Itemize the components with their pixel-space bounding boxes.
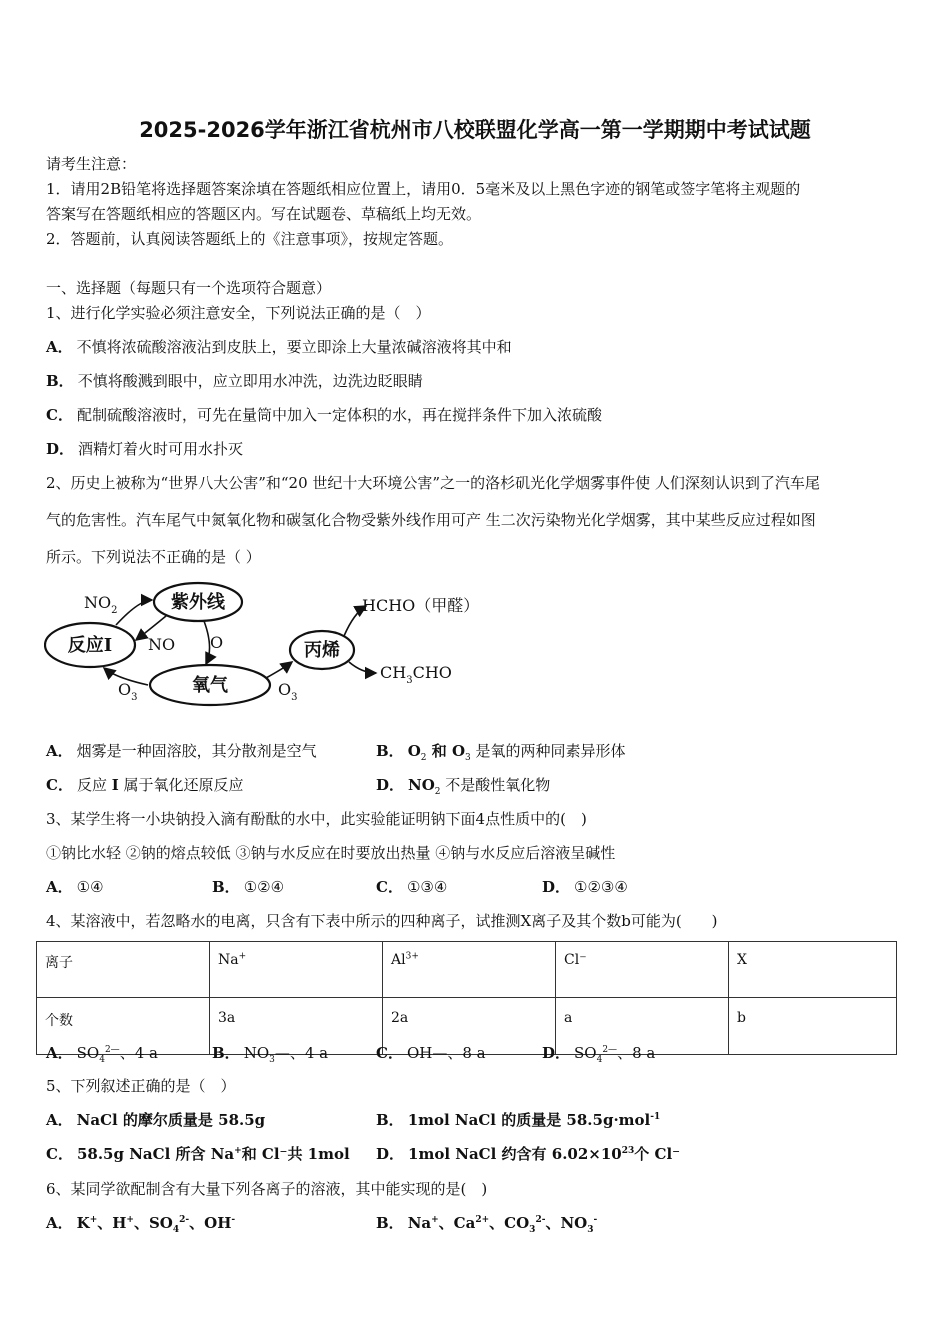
arrow-ch3cho	[349, 662, 376, 673]
table-cell: b	[729, 998, 897, 1055]
option-text: 酒精灯着火时可用水扑灭	[78, 440, 244, 458]
arrow-o	[204, 621, 210, 664]
no2-label: $NO_2$	[84, 593, 118, 616]
no-label: NO	[148, 635, 176, 654]
section-heading: 一、选择题（每题只有一个选项符合题意）	[46, 279, 332, 297]
q3-option-d: D． ①②③④	[542, 878, 628, 896]
o3-label-left: $O_3$	[118, 680, 138, 703]
option-label: A．	[46, 742, 73, 760]
q4-option-c: C． OH—、8 a	[376, 1044, 486, 1062]
q4-stem: 4、某溶液中，若忽略水的电离，只含有下表中所示的四种离子，试推测X离子及其个数b可能为( )	[46, 912, 718, 930]
q1-stem: 1、进行化学实验必须注意安全，下列说法正确的是（ ）	[46, 304, 431, 322]
table-cell: Cl⁻	[556, 942, 729, 998]
q6-option-a: A． K+、H+、$SO_4^{2-}$、OH-	[46, 1214, 236, 1235]
q2-option-d: D． $NO_2$ 不是酸性氧化物	[376, 776, 551, 797]
q2-option-a	[46, 740, 317, 761]
option-text: 烟雾是一种固溶胶，其分散剂是空气	[76, 742, 317, 760]
table-row	[37, 942, 897, 998]
q2-stem-line-1: 2、历史上被称为“世界八大公害”和“20 世纪十大环境公害”之一的洛杉矶光化学烟雾事件使 人们深刻认识到了汽车尾	[46, 474, 820, 492]
q3-option-a: A． ①④	[46, 878, 104, 896]
option-label: B．	[46, 372, 74, 390]
q1-option-b	[46, 370, 423, 391]
q3-option-b: B． ①②④	[212, 878, 285, 896]
ion-table	[36, 941, 897, 1055]
notice-item-1-line-1: 1．请用2B铅笔将选择题答案涂填在答题纸相应位置上，请用0．5毫米及以上黑色字迹的钢笔或签字笔将主观题的	[46, 180, 801, 198]
table-cell: a	[556, 998, 729, 1055]
uv-label: 紫外线	[171, 592, 225, 613]
q4-option-a: A． $SO_4^{2—}$、4 a	[46, 1044, 158, 1065]
hcho-label: HCHO（甲醛）	[362, 596, 480, 615]
propene-label: 丙烯	[304, 640, 340, 661]
q3-stem: 3、某学生将一小块钠投入滴有酚酞的水中，此实验能证明钠下面4点性质中的( )	[46, 810, 587, 828]
smog-reaction-diagram	[44, 578, 504, 710]
q1-option-a	[46, 336, 512, 357]
option-text: 不慎将浓硫酸溶液沾到皮肤上，要立即涂上大量浓碱溶液将其中和	[76, 338, 512, 356]
option-label: D．	[46, 440, 75, 458]
q1-option-c	[46, 404, 602, 425]
option-label: D．	[376, 776, 405, 794]
table-cell: X	[729, 942, 897, 998]
table-cell: 3a	[210, 998, 383, 1055]
q5-stem: 5、下列叙述正确的是（ ）	[46, 1077, 236, 1095]
notice-item-2: 2．答题前，认真阅读答题纸上的《注意事项》，按规定答题。	[46, 230, 454, 248]
table-cell: 离子	[37, 942, 210, 998]
q5-option-a: A． NaCl 的摩尔质量是 58.5g	[46, 1111, 266, 1129]
q4-option-b: B． $NO_3—$、4 a	[212, 1044, 329, 1065]
q2-stem-line-3: 所示。下列说法不正确的是（ ）	[46, 548, 261, 566]
q4-option-d: D． $SO_4^{2—}$、8 a	[542, 1044, 656, 1065]
option-text: 不慎将酸溅到眼中，应立即用水冲洗，边洗边眨眼睛	[77, 372, 423, 390]
q5-option-b: B． 1mol NaCl 的质量是 58.5g·mol$^{-1}$	[376, 1111, 661, 1129]
q3-properties: ①钠比水轻 ②钠的熔点较低 ③钠与水反应在时要放出热量 ④钠与水反应后溶液呈碱性	[46, 844, 616, 862]
q1-option-d	[46, 438, 243, 459]
o3-label-right: $O_3$	[278, 680, 298, 703]
notice-item-1-line-2: 答案写在答题纸相应的答题区内。写在试题卷、草稿纸上均无效。	[46, 205, 482, 223]
table-cell: 2a	[383, 998, 556, 1055]
option-label: B．	[376, 742, 404, 760]
q2-option-c: C． 反应 I 属于氧化还原反应	[46, 776, 244, 794]
table-cell: $Al^{3+}$	[383, 942, 556, 998]
q5-option-d: D． 1mol NaCl 约含有 $6.02\times 10^{23}$个 Cl⁻	[376, 1145, 681, 1163]
oxygen-label: 氧气	[192, 675, 228, 696]
q6-option-b: B． Na+、$Ca^{2+}$、$CO_3^{2-}$、$NO_3^-$	[376, 1214, 598, 1235]
notice-heading: 请考生注意：	[46, 155, 137, 173]
option-label: A．	[46, 338, 73, 356]
option-label: C．	[46, 776, 73, 794]
q3-option-c: C． ①③④	[376, 878, 448, 896]
o-label: O	[210, 633, 224, 652]
q6-stem: 6、某同学欲配制含有大量下列各离子的溶液，其中能实现的是( )	[46, 1180, 488, 1198]
q5-option-c: C． 58.5g NaCl 所含 Na+和 Cl⁻共 1mol	[46, 1145, 350, 1163]
table-cell: Na+	[210, 942, 383, 998]
arrow-o3-right	[266, 662, 292, 678]
page-title: 2025-2026学年浙江省杭州市八校联盟化学高一第一学期期中考试试题	[139, 118, 811, 142]
q2-option-b: B． $O_2$ 和 $O_3$ 是氧的两种同素异形体	[376, 742, 626, 763]
reaction-i-label: 反应I	[67, 635, 113, 656]
option-text: 配制硫酸溶液时，可先在量筒中加入一定体积的水，再在搅拌条件下加入浓硫酸	[76, 406, 602, 424]
arrow-no2	[116, 600, 152, 625]
table-cell: 个数	[37, 998, 210, 1055]
q2-stem-line-2: 气的危害性。汽车尾气中氮氧化物和碳氢化合物受紫外线作用可产 生二次污染物光化学烟雾，其中某些反应过程如图	[46, 511, 816, 529]
option-label: C．	[46, 406, 73, 424]
ch3cho-label: $CH_3CHO$	[380, 663, 452, 686]
